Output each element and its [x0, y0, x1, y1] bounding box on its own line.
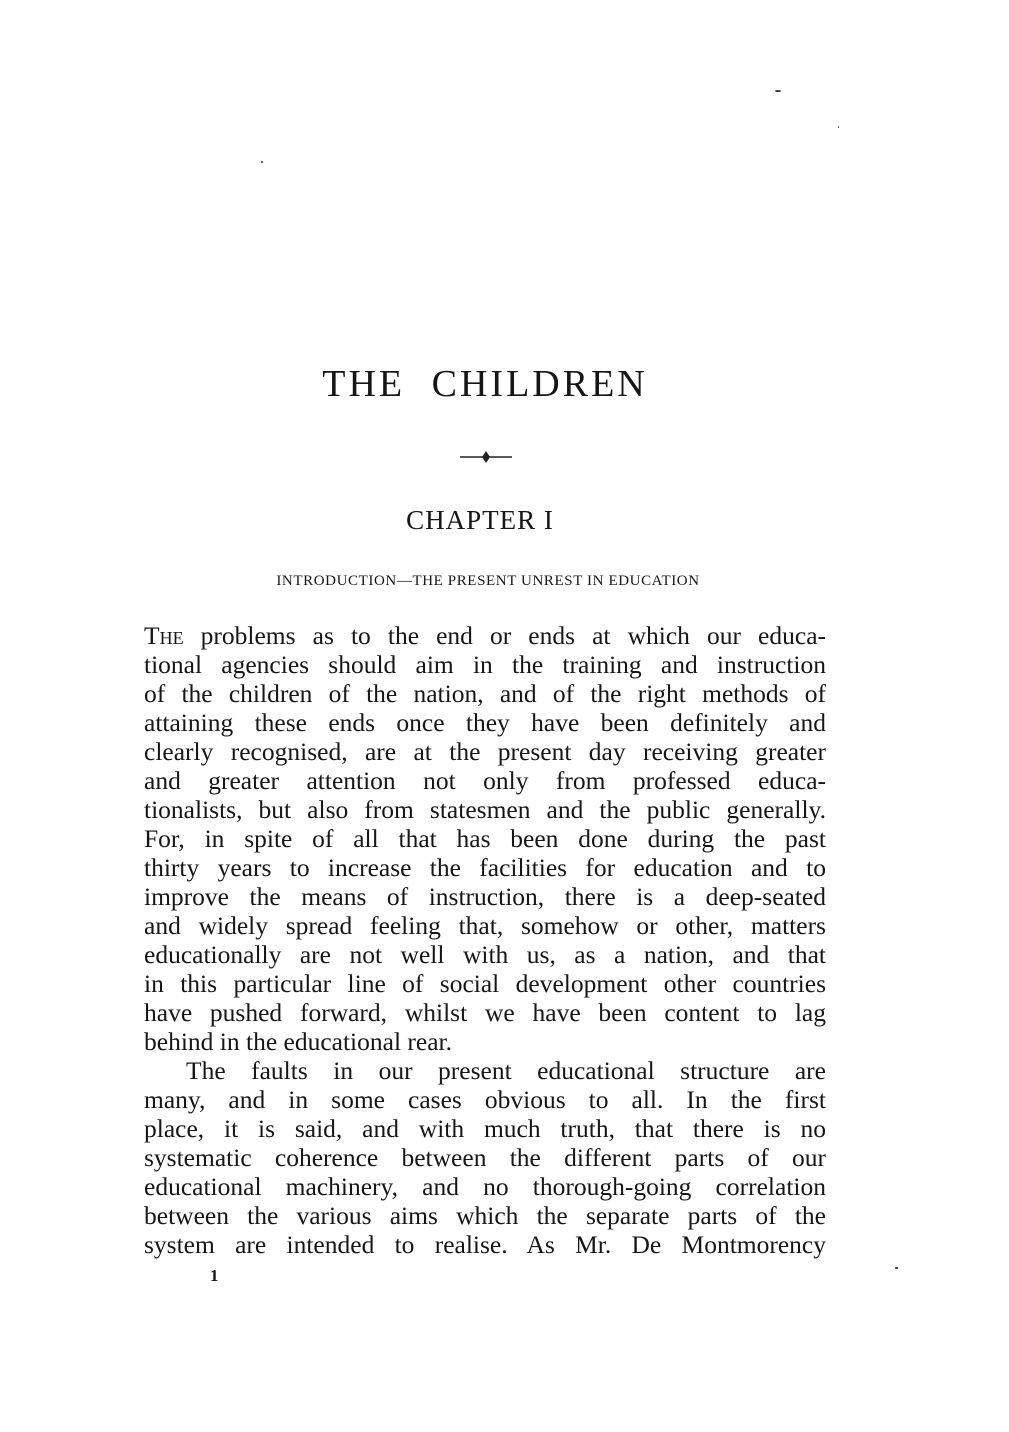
text-line: system are intended to realise. As Mr. De Montmorency: [144, 1230, 826, 1259]
text-line: educational machinery, and no thorough-going correlation: [144, 1172, 826, 1201]
book-title: THE CHILDREN: [322, 363, 648, 405]
paragraph: [144, 621, 826, 1056]
text-line: tional agencies should aim in the training and instruction: [144, 650, 826, 679]
chapter-heading: CHAPTER I: [406, 505, 554, 535]
text-line: tionalists, but also from statesmen and the public generally.: [144, 795, 826, 824]
text-line: improve the means of instruction, there is a deep-seated: [144, 882, 826, 911]
chapter-subtitle: INTRODUCTION—THE PRESENT UNREST IN EDUCATION: [276, 573, 700, 589]
scan-speck: [895, 1267, 898, 1269]
text-line: and widely spread feeling that, somehow or other, matters: [144, 911, 826, 940]
text-line: and greater attention not only from professed educa-: [144, 766, 826, 795]
text-line: have pushed forward, whilst we have been content to lag: [144, 998, 826, 1027]
line-rest: problems as to the end or ends at which our educa-: [183, 621, 826, 650]
text-line: For, in spite of all that has been done during the past: [144, 824, 826, 853]
paragraph: [144, 1056, 826, 1259]
text-line: in this particular line of social development other countries: [144, 969, 826, 998]
text-line: behind in the educational rear.: [144, 1027, 453, 1056]
scan-speck: [775, 90, 781, 92]
title-ornament: [458, 448, 514, 464]
body-text: [144, 621, 826, 1259]
text-line: place, it is said, and with much truth, that there is no: [144, 1114, 826, 1143]
scan-speck: [261, 161, 263, 163]
text-line: systematic coherence between the different parts of our: [144, 1143, 826, 1172]
drop-word: The: [144, 621, 184, 650]
text-line: attaining these ends once they have been definitely and: [144, 708, 826, 737]
signature-mark: 1: [210, 1266, 219, 1285]
text-line: between the various aims which the separate parts of the: [144, 1201, 826, 1230]
text-line: educationally are not well with us, as a nation, and that: [144, 940, 826, 969]
scan-speck: [838, 126, 839, 128]
text-line: thirty years to increase the facilities for education and to: [144, 853, 826, 882]
text-line: [144, 621, 826, 650]
text-line: clearly recognised, are at the present day receiving greater: [144, 737, 826, 766]
text-line: The faults in our present educational structure are: [186, 1056, 826, 1085]
text-line: many, and in some cases obvious to all. In the first: [144, 1085, 826, 1114]
text-line: of the children of the nation, and of the right methods of: [144, 679, 826, 708]
